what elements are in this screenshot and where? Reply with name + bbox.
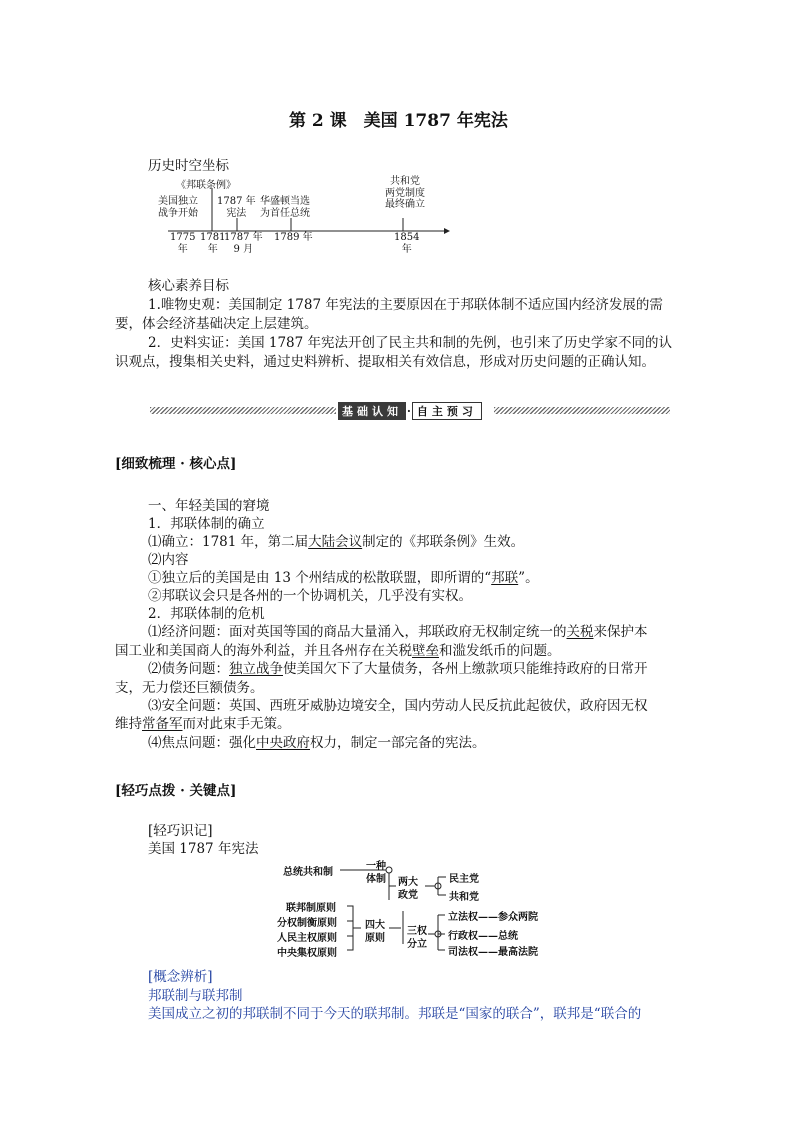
subheading: 2．邦联体制的危机 xyxy=(148,606,265,622)
text-line: ②邦联议会只是各州的一个协调机关，几乎没有实权。 xyxy=(148,588,472,604)
core-goal-2: 2．史料实证：美国 1787 年宪法开创了民主共和制的先例，也引来了历史学家不同的认 xyxy=(148,335,673,351)
text-line xyxy=(148,623,648,641)
banner-label-right: 自主预习 xyxy=(412,402,482,420)
timeline-year: 1787 年 9 月 xyxy=(224,232,263,255)
text-line xyxy=(148,569,539,587)
mindmap-leaf: 司法权——最高法院 xyxy=(448,947,538,958)
underlined-keyword: 关税 xyxy=(566,624,594,640)
mindmap-leaf: 立法权——参众两院 xyxy=(448,912,538,923)
mindmap xyxy=(277,858,553,962)
section-heading: [轻巧点拨 · 关键点] xyxy=(115,783,237,799)
timeline-treaty: 《邦联条例》 xyxy=(176,180,236,191)
underlined-keyword: 中央政府 xyxy=(256,735,310,751)
mindmap-leaf: 共和党 xyxy=(449,892,479,903)
mindmap-node: 四大 原则 xyxy=(365,920,385,944)
text-line: 支，无力偿还巨额债务。 xyxy=(115,680,264,696)
page-title: 第 2 课 美国 1787 年宪法 xyxy=(289,111,508,131)
text: 和滥发纸币的问题。 xyxy=(439,643,561,659)
section-heading: [细致梳理 · 核心点] xyxy=(115,456,237,472)
mindmap-leaf: 中央集权原则 xyxy=(277,948,337,959)
text-line: ⑶安全问题：英国、西班牙威胁边境安全，国内劳动人民反抗此起彼伏，政府因无权 xyxy=(148,698,648,714)
underlined-keyword: 壁垒 xyxy=(412,643,439,659)
mindmap-leaf: 民主党 xyxy=(449,874,479,885)
subheading: 1．邦联体制的确立 xyxy=(148,516,265,532)
core-goal-1: 1.唯物史观：美国制定 1787 年宪法的主要原因在于邦联体制不适应国内经济发展的需 xyxy=(148,297,663,313)
text: 国工业和美国商人的海外利益，并且各州存在关税 xyxy=(115,643,412,659)
text: 制定的《邦联条例》生效。 xyxy=(362,534,525,550)
text-line xyxy=(148,734,486,752)
timeline-heading: 历史时空坐标 xyxy=(148,158,229,174)
text-line xyxy=(115,715,291,733)
text: 使美国欠下了大量债务，各州上缴款项只能维持政府的日常开 xyxy=(283,661,648,677)
banner-hatch-left xyxy=(150,407,336,414)
timeline-event-label: 美国独立 战争开始 xyxy=(158,196,198,219)
section-banner xyxy=(338,402,482,420)
concept-tag: [概念辨析] xyxy=(148,969,213,985)
banner-label-left: 基础认知 xyxy=(338,402,406,420)
mindmap-node: 两大 政党 xyxy=(398,877,418,901)
timeline-event-label: 1787 年 宪法 xyxy=(217,196,256,219)
timeline-event-label: 共和党 两党制度 最终确立 xyxy=(385,176,425,210)
timeline-year: 1781 年 xyxy=(200,232,226,255)
underlined-keyword: 常备军 xyxy=(142,716,183,732)
text: ”。 xyxy=(518,570,539,586)
banner-hatch-right xyxy=(494,407,670,414)
underlined-keyword: 独立战争 xyxy=(229,661,283,677)
subheading: 一、年轻美国的窘境 xyxy=(148,498,270,514)
banner-dot: · xyxy=(407,404,411,418)
mindmap-node: 一种 体制 xyxy=(366,861,386,885)
mindmap-root: 总统共和制 xyxy=(283,867,333,878)
mindmap-leaf: 分权制衡原则 xyxy=(277,918,337,929)
core-goal-1-cont: 要，体会经济基础决定上层建筑。 xyxy=(115,316,318,332)
text-line xyxy=(148,660,648,678)
text: ⑴经济问题：面对英国等国的商品大量涌入，邦联政府无权制定统一的 xyxy=(148,624,567,640)
text-line xyxy=(148,533,524,551)
timeline-year: 1775 年 xyxy=(170,232,196,255)
text: 维持 xyxy=(115,716,142,732)
timeline xyxy=(160,178,452,258)
text: 来保护本 xyxy=(593,624,648,640)
text: 而对此束手无策。 xyxy=(182,716,291,732)
mindmap-title: 美国 1787 年宪法 xyxy=(148,841,259,857)
text: 权力，制定一部完备的宪法。 xyxy=(310,735,486,751)
mindmap-leaf: 人民主权原则 xyxy=(277,933,337,944)
concept-text: 美国成立之初的邦联制不同于今天的联邦制。邦联是“国家的联合”，联邦是“联合的 xyxy=(148,1006,642,1022)
mindmap-node: 三权 分立 xyxy=(407,926,427,950)
mindmap-leaf: 联邦制原则 xyxy=(286,903,336,914)
timeline-event-label: 华盛顿当选 为首任总统 xyxy=(260,196,310,219)
text: ⑷焦点问题：强化 xyxy=(148,735,256,751)
timeline-year: 1789 年 xyxy=(274,232,313,243)
core-goal-2-cont: 识观点，搜集相关史料，通过史料辨析、提取相关有效信息，形成对历史问题的正确认知。 xyxy=(115,354,655,370)
concept-title: 邦联制与联邦制 xyxy=(148,988,243,1004)
underlined-keyword: 邦联 xyxy=(491,570,519,586)
text-line xyxy=(115,642,561,660)
text: ⑵债务问题： xyxy=(148,661,229,677)
timeline-year: 1854 年 xyxy=(394,232,420,255)
mindmap-leaf: 行政权——总统 xyxy=(448,931,518,942)
underlined-keyword: 大陆会议 xyxy=(308,534,363,550)
text: ①独立后的美国是由 13 个州结成的松散联盟，即所谓的“ xyxy=(148,570,492,586)
core-heading: 核心素养目标 xyxy=(148,278,229,294)
subheading: [轻巧识记] xyxy=(148,823,213,839)
text-line: ⑵内容 xyxy=(148,552,189,568)
text: ⑴确立：1781 年，第二届 xyxy=(148,534,309,550)
